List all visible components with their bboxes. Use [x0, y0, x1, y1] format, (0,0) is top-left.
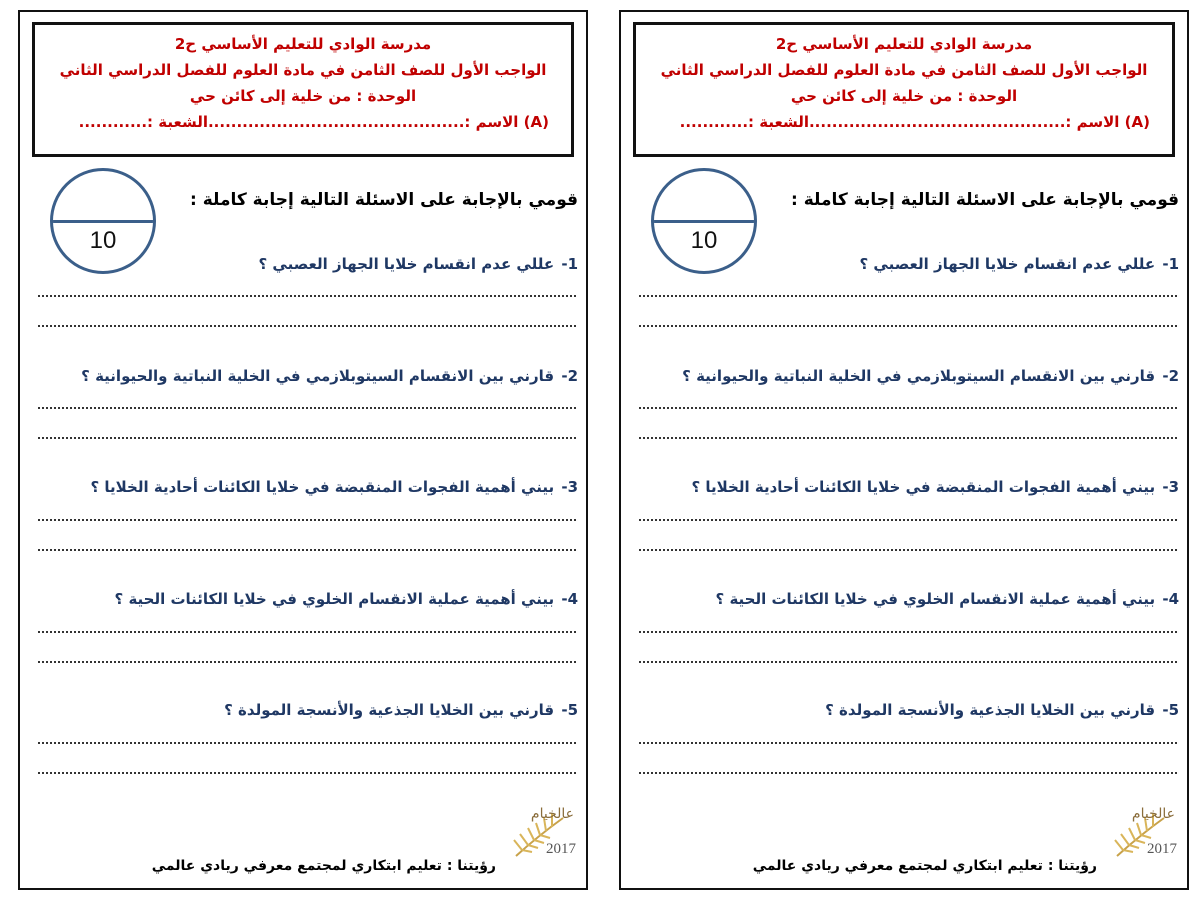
answer-line[interactable]: [38, 772, 576, 776]
question-text: بيني أهمية الفجوات المنقبضة في خلايا الكائنات أحادية الخلايا ؟: [691, 478, 1156, 496]
answer-line[interactable]: [38, 437, 576, 441]
answer-line[interactable]: [639, 661, 1177, 665]
school-name: مدرسة الوادي للتعليم الأساسي ح2: [775, 35, 1033, 53]
answer-line[interactable]: [38, 519, 576, 523]
answer-line[interactable]: [639, 325, 1177, 329]
question-1: [258, 255, 578, 273]
question-number: 1-: [561, 255, 578, 273]
question-2: [682, 367, 1179, 385]
answer-line[interactable]: [639, 742, 1177, 746]
worksheet-right: [619, 10, 1189, 890]
answer-line[interactable]: [38, 407, 576, 411]
question-text: قارني بين الانقسام السيتوبلازمي في الخلية النباتية والحيوانية ؟: [81, 367, 555, 385]
question-number: 3-: [561, 478, 578, 496]
question-number: 2-: [561, 367, 578, 385]
score-divider: [53, 220, 153, 223]
question-text: عللي عدم انقسام خلايا الجهاز العصبي ؟: [258, 255, 555, 273]
answer-line[interactable]: [639, 519, 1177, 523]
question-1: [859, 255, 1179, 273]
answer-line[interactable]: [38, 549, 576, 553]
question-text: قارني بين الخلايا الجذعية والأنسجة المولدة ؟: [825, 701, 1156, 719]
answer-line[interactable]: [38, 661, 576, 665]
question-number: 1-: [1162, 255, 1179, 273]
question-number: 5-: [561, 701, 578, 719]
question-number: 3-: [1162, 478, 1179, 496]
header-box: [32, 22, 574, 157]
assignment-title: الواجب الأول للصف الثامن في مادة العلوم للفصل الدراسي الثاني: [660, 61, 1148, 79]
unit-title: الوحدة : من خلية إلى كائن حي: [189, 87, 417, 105]
question-4: [716, 590, 1179, 608]
answer-line[interactable]: [639, 407, 1177, 411]
instruction-text: قومي بالإجابة على الاسئلة التالية إجابة كاملة :: [790, 190, 1179, 210]
total-score: 10: [89, 227, 117, 254]
answer-line[interactable]: [38, 295, 576, 299]
logo-year: 2017: [1147, 841, 1177, 857]
question-text: عللي عدم انقسام خلايا الجهاز العصبي ؟: [859, 255, 1156, 273]
school-logo: [1109, 806, 1179, 858]
student-name-line: (A) الاسم :.............................................الشعبة :............: [78, 113, 549, 131]
score-circle: [50, 168, 156, 274]
score-circle: [651, 168, 757, 274]
logo-text: عالخيام: [1131, 806, 1175, 822]
total-score: 10: [690, 227, 718, 254]
worksheet-left: [18, 10, 588, 890]
answer-line[interactable]: [38, 325, 576, 329]
question-number: 4-: [1162, 590, 1179, 608]
answer-line[interactable]: [38, 742, 576, 746]
question-text: بيني أهمية عملية الانقسام الخلوي في خلايا الكائنات الحية ؟: [114, 590, 555, 608]
question-number: 2-: [1162, 367, 1179, 385]
logo-text: عالخيام: [530, 806, 574, 822]
answer-line[interactable]: [639, 772, 1177, 776]
vision-footer: رؤيتنا : تعليم ابتكاري لمجتمع معرفي ريادي عالمي: [151, 858, 496, 874]
question-5: [825, 701, 1179, 719]
question-number: 4-: [561, 590, 578, 608]
vision-footer: رؤيتنا : تعليم ابتكاري لمجتمع معرفي ريادي عالمي: [752, 858, 1097, 874]
question-4: [115, 590, 578, 608]
assignment-title: الواجب الأول للصف الثامن في مادة العلوم للفصل الدراسي الثاني: [59, 61, 547, 79]
answer-line[interactable]: [639, 437, 1177, 441]
question-text: قارني بين الخلايا الجذعية والأنسجة المولدة ؟: [224, 701, 555, 719]
student-name-line: (A) الاسم :.............................................الشعبة :............: [679, 113, 1150, 131]
answer-line[interactable]: [639, 549, 1177, 553]
unit-title: الوحدة : من خلية إلى كائن حي: [790, 87, 1018, 105]
answer-line[interactable]: [639, 631, 1177, 635]
instruction-text: قومي بالإجابة على الاسئلة التالية إجابة كاملة :: [189, 190, 578, 210]
question-3: [691, 478, 1179, 496]
logo-year: 2017: [546, 841, 576, 857]
school-logo: [508, 806, 578, 858]
score-divider: [654, 220, 754, 223]
question-5: [224, 701, 578, 719]
header-box: [633, 22, 1175, 157]
answer-line[interactable]: [639, 295, 1177, 299]
question-text: بيني أهمية الفجوات المنقبضة في خلايا الكائنات أحادية الخلايا ؟: [90, 478, 555, 496]
question-number: 5-: [1162, 701, 1179, 719]
answer-line[interactable]: [38, 631, 576, 635]
question-text: قارني بين الانقسام السيتوبلازمي في الخلية النباتية والحيوانية ؟: [682, 367, 1156, 385]
school-name: مدرسة الوادي للتعليم الأساسي ح2: [174, 35, 432, 53]
question-2: [81, 367, 578, 385]
question-text: بيني أهمية عملية الانقسام الخلوي في خلايا الكائنات الحية ؟: [715, 590, 1156, 608]
question-3: [90, 478, 578, 496]
